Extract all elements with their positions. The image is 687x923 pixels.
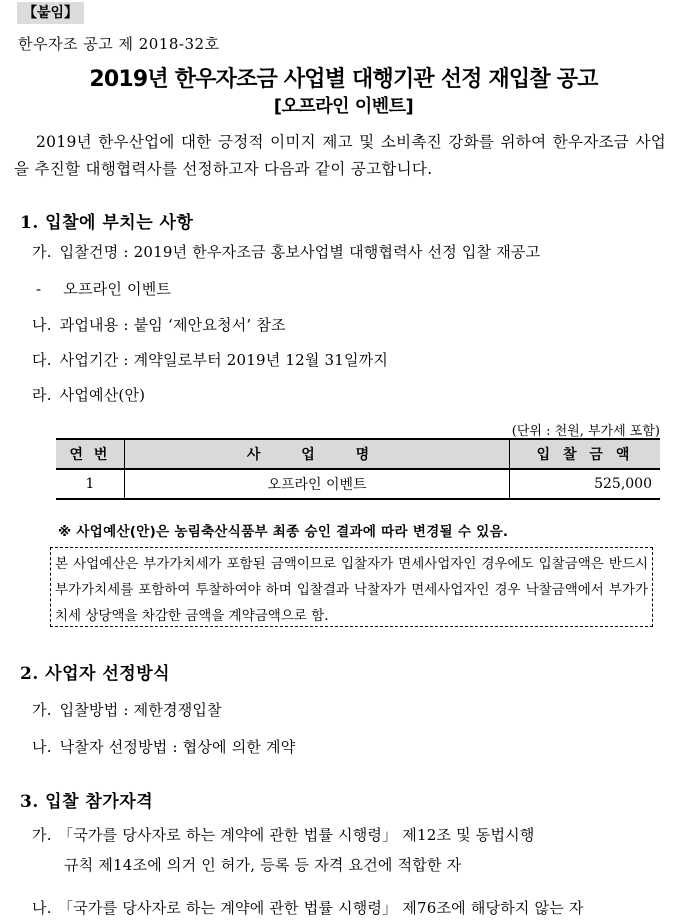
item-text: 오프라인 이벤트 xyxy=(63,280,172,298)
section-heading-2: 2. 사업자 선정방식 xyxy=(20,664,171,684)
item-text-continued: 규칙 제14조에 의거 인 허가, 등록 등 자격 요건에 적합한 자 xyxy=(64,856,462,874)
item-mark: 가. xyxy=(32,826,52,844)
list-item xyxy=(32,736,295,757)
item-text: 입찰방법 : 제한경쟁입찰 xyxy=(59,701,222,719)
item-text: 낙찰자 선정방법 : 협상에 의한 계약 xyxy=(59,738,296,756)
section-heading-1: 1. 입찰에 부치는 사항 xyxy=(20,213,194,233)
list-item xyxy=(32,820,662,880)
cell-no: 1 xyxy=(56,469,125,499)
list-item xyxy=(32,241,540,262)
page-title: 2019년 한우자조금 사업별 대행기관 선정 재입찰 공고 xyxy=(89,67,598,92)
item-mark: 나. xyxy=(32,738,52,756)
item-text: 사업기간 : 계약일로부터 2019년 12월 31일까지 xyxy=(59,351,389,369)
item-text: 과업내용 : 붙임 ‘제안요청서’ 참조 xyxy=(59,316,286,334)
page-subtitle: [오프라인 이벤트] xyxy=(273,96,414,117)
vat-notice-text: 본 사업예산은 부가가치세가 포함된 금액이므로 입찰자가 면세사업자인 경우에도 입찰금액은 반드시 부가가치세를 포함하여 투찰하여야 하며 입찰결과 낙찰자가 면세사업자인 경우 낙찰금액에서 부가가치세 상당액을 차감한 금액을 계약금액으로 함. xyxy=(55,556,648,624)
unit-note: (단위 : 천원, 부가세 포함) xyxy=(511,424,660,439)
cell-amount: 525,000 xyxy=(510,469,661,499)
notice-number: 한우자조 공고 제 2018-32호 xyxy=(18,35,220,53)
section-heading-3: 3. 입찰 참가자격 xyxy=(20,792,154,812)
column-header: 사 업 명 xyxy=(125,439,510,469)
list-item xyxy=(32,699,222,720)
item-text: 사업예산(안) xyxy=(59,386,146,404)
item-text: 「국가를 당사자로 하는 계약에 관한 법률 시행령」 제76조에 해당하지 않는 자 xyxy=(58,899,584,917)
table-header-row xyxy=(56,439,660,469)
intro-text: 2019년 한우산업에 대한 긍정적 이미지 제고 및 소비촉진 강화를 위하여 한우자조금 사업을 추진할 대행협력사를 선정하고자 다음과 같이 공고합니다. xyxy=(14,133,666,178)
list-item xyxy=(32,314,286,335)
cell-name: 오프라인 이벤트 xyxy=(125,469,510,499)
table-row xyxy=(56,469,660,499)
item-mark: 나. xyxy=(32,316,52,334)
budget-table xyxy=(56,438,660,500)
column-header: 입 찰 금 액 xyxy=(510,439,661,469)
column-header: 연 번 xyxy=(56,439,125,469)
item-mark: 다. xyxy=(32,351,52,369)
budget-note: ※ 사업예산(안)은 농림축산식품부 최종 승인 결과에 따라 변경될 수 있음. xyxy=(58,524,509,540)
list-item xyxy=(32,384,145,405)
item-mark: 나. xyxy=(32,899,52,917)
item-mark: 라. xyxy=(32,386,52,404)
vat-notice-box xyxy=(50,547,653,627)
attachment-tag: 【붙임】 xyxy=(17,2,84,24)
list-item xyxy=(32,349,388,370)
item-text: 「국가를 당사자로 하는 계약에 관한 법률 시행령」 제12조 및 동법시행 xyxy=(58,826,535,844)
list-item xyxy=(32,893,662,923)
list-item xyxy=(36,278,171,299)
item-mark: 가. xyxy=(32,701,52,719)
intro-paragraph xyxy=(14,129,666,183)
item-mark: 가. xyxy=(32,243,52,261)
item-mark: - xyxy=(36,280,42,298)
item-text: 입찰건명 : 2019년 한우자조금 홍보사업별 대행협력사 선정 입찰 재공고 xyxy=(59,243,541,261)
